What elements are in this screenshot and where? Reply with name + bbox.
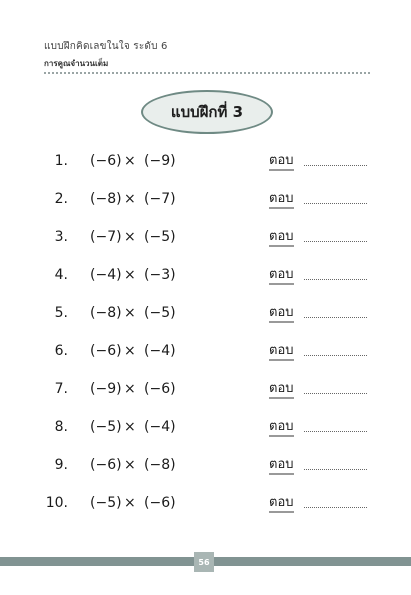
header-divider bbox=[44, 72, 370, 74]
operand-b: (−6) bbox=[144, 381, 176, 397]
problem-number: 1. bbox=[54, 153, 68, 169]
operand-a: (−7) bbox=[90, 229, 122, 245]
answer-label: ตอบ bbox=[269, 343, 294, 361]
multiply-sign: × bbox=[124, 495, 136, 511]
problem-row bbox=[0, 229, 411, 253]
page-number: 56 bbox=[194, 552, 214, 572]
operand-b: (−6) bbox=[144, 495, 176, 511]
operand-b: (−5) bbox=[144, 305, 176, 321]
problem-row bbox=[0, 191, 411, 215]
exercise-badge bbox=[141, 90, 273, 134]
answer-blank[interactable] bbox=[304, 317, 367, 318]
problem-row bbox=[0, 495, 411, 519]
problem-number: 9. bbox=[54, 457, 68, 473]
problem-row bbox=[0, 305, 411, 329]
operand-a: (−4) bbox=[90, 267, 122, 283]
answer-label: ตอบ bbox=[269, 305, 294, 323]
answer-label: ตอบ bbox=[269, 153, 294, 171]
problem-row bbox=[0, 153, 411, 177]
answer-label: ตอบ bbox=[269, 191, 294, 209]
problem-number: 4. bbox=[54, 267, 68, 283]
problem-row bbox=[0, 267, 411, 291]
problem-number: 10. bbox=[45, 495, 68, 511]
problem-row bbox=[0, 343, 411, 367]
multiply-sign: × bbox=[124, 305, 136, 321]
operand-b: (−3) bbox=[144, 267, 176, 283]
multiply-sign: × bbox=[124, 343, 136, 359]
operand-a: (−8) bbox=[90, 305, 122, 321]
operand-a: (−6) bbox=[90, 153, 122, 169]
problem-number: 7. bbox=[54, 381, 68, 397]
multiply-sign: × bbox=[124, 381, 136, 397]
operand-b: (−4) bbox=[144, 343, 176, 359]
operand-a: (−5) bbox=[90, 419, 122, 435]
answer-label: ตอบ bbox=[269, 495, 294, 513]
multiply-sign: × bbox=[124, 267, 136, 283]
answer-blank[interactable] bbox=[304, 393, 367, 394]
problem-number: 3. bbox=[54, 229, 68, 245]
answer-label: ตอบ bbox=[269, 229, 294, 247]
problem-number: 8. bbox=[54, 419, 68, 435]
answer-blank[interactable] bbox=[304, 241, 367, 242]
operand-a: (−6) bbox=[90, 457, 122, 473]
operand-b: (−7) bbox=[144, 191, 176, 207]
multiply-sign: × bbox=[124, 457, 136, 473]
problem-number: 2. bbox=[54, 191, 68, 207]
answer-label: ตอบ bbox=[269, 457, 294, 475]
answer-blank[interactable] bbox=[304, 165, 367, 166]
operand-b: (−4) bbox=[144, 419, 176, 435]
answer-label: ตอบ bbox=[269, 381, 294, 399]
operand-b: (−5) bbox=[144, 229, 176, 245]
operand-a: (−8) bbox=[90, 191, 122, 207]
operand-a: (−5) bbox=[90, 495, 122, 511]
section-title: การคูณจำนวนเต็ม bbox=[44, 59, 109, 68]
answer-blank[interactable] bbox=[304, 279, 367, 280]
exercise-label: แบบฝึกที่ 3 bbox=[170, 103, 244, 121]
operand-a: (−6) bbox=[90, 343, 122, 359]
answer-blank[interactable] bbox=[304, 469, 367, 470]
multiply-sign: × bbox=[124, 191, 136, 207]
operand-b: (−9) bbox=[144, 153, 176, 169]
problem-row bbox=[0, 419, 411, 443]
book-title: แบบฝึกคิดเลขในใจ ระดับ 6 bbox=[44, 41, 168, 52]
answer-blank[interactable] bbox=[304, 507, 367, 508]
multiply-sign: × bbox=[124, 153, 136, 169]
answer-blank[interactable] bbox=[304, 203, 367, 204]
answer-blank[interactable] bbox=[304, 431, 367, 432]
answer-label: ตอบ bbox=[269, 267, 294, 285]
operand-b: (−8) bbox=[144, 457, 176, 473]
problem-number: 5. bbox=[54, 305, 68, 321]
multiply-sign: × bbox=[124, 229, 136, 245]
problem-number: 6. bbox=[54, 343, 68, 359]
answer-blank[interactable] bbox=[304, 355, 367, 356]
multiply-sign: × bbox=[124, 419, 136, 435]
answer-label: ตอบ bbox=[269, 419, 294, 437]
problem-row bbox=[0, 381, 411, 405]
operand-a: (−9) bbox=[90, 381, 122, 397]
problem-row bbox=[0, 457, 411, 481]
